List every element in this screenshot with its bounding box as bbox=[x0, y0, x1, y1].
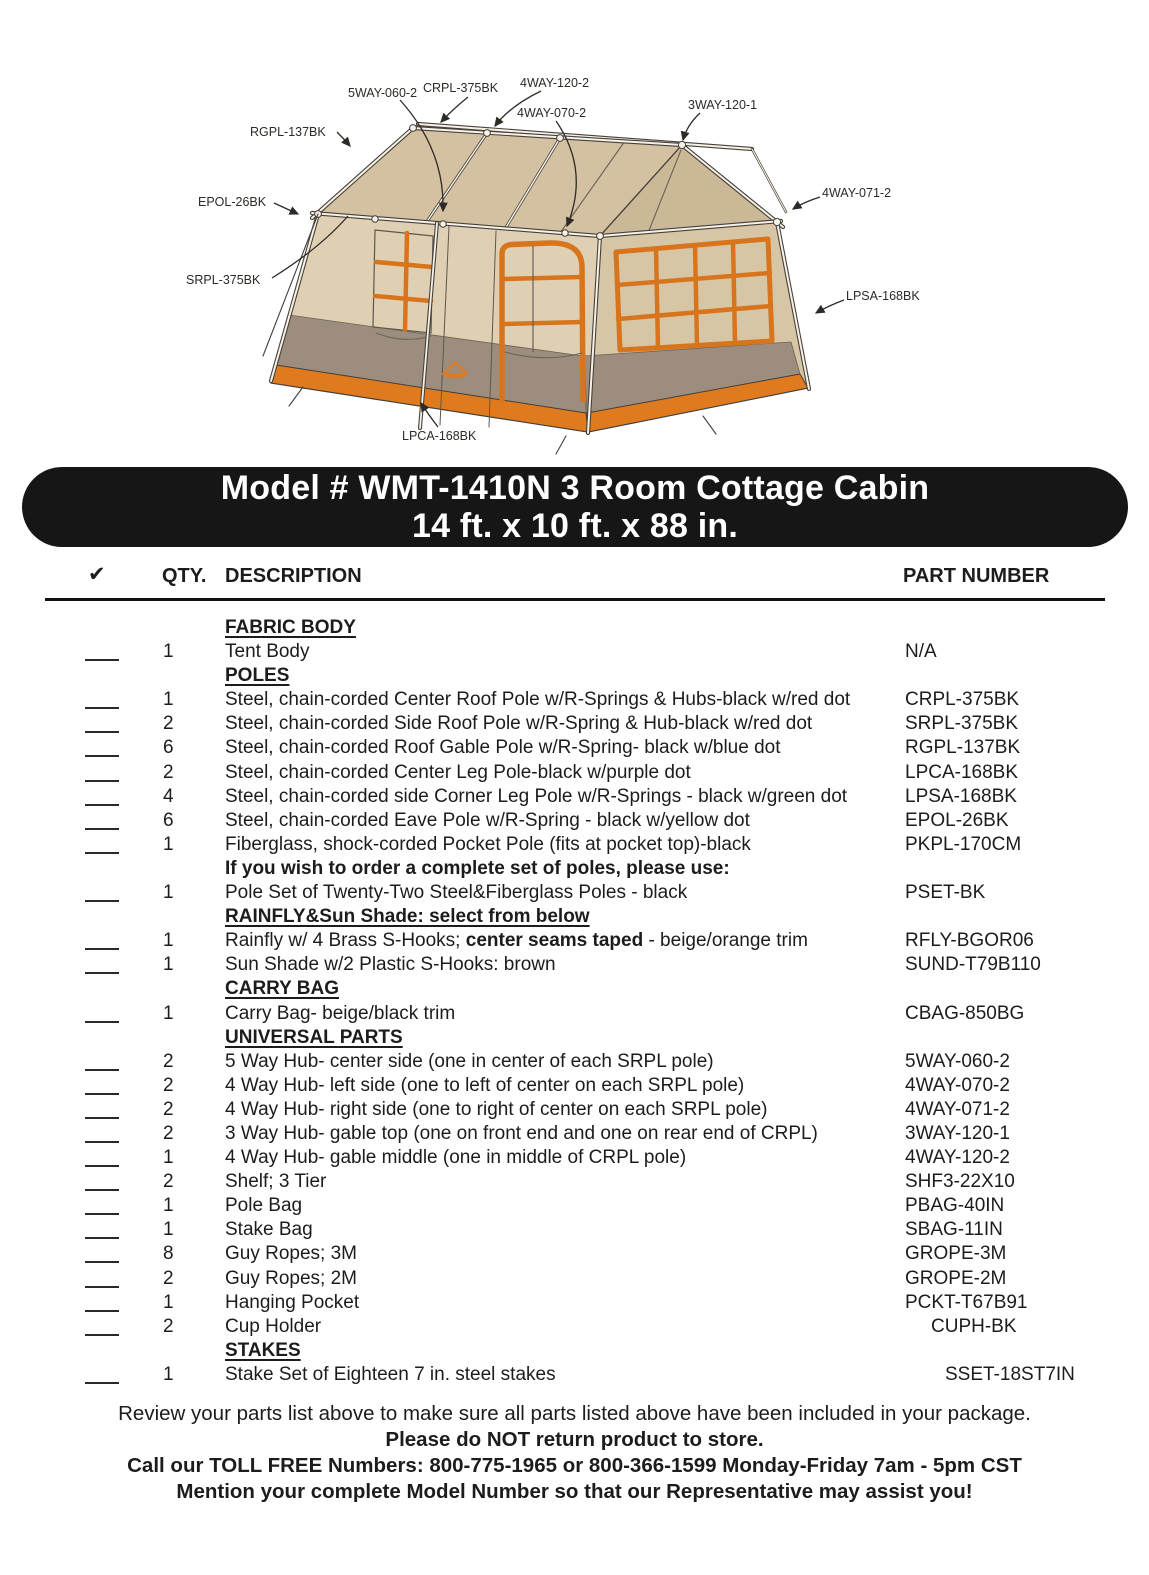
check-blank-line bbox=[85, 1002, 119, 1023]
part-number: RGPL-137BK bbox=[905, 737, 1021, 759]
part-number: PBAG-40IN bbox=[905, 1195, 1005, 1217]
tent-illustration bbox=[263, 124, 809, 454]
qty-value: 2 bbox=[163, 1122, 174, 1144]
diagram-label-3way-120-1: 3WAY-120-1 bbox=[688, 98, 758, 112]
part-row bbox=[45, 1074, 1105, 1098]
qty-value: 1 bbox=[163, 1219, 174, 1241]
diagram-label-epol-26bk: EPOL-26BK bbox=[198, 195, 267, 209]
diagram-label-4way-071-2: 4WAY-071-2 bbox=[822, 186, 892, 200]
part-row bbox=[45, 833, 1105, 857]
part-row bbox=[45, 1050, 1105, 1074]
description-column-header: DESCRIPTION bbox=[225, 565, 362, 587]
desc-segment: center seams taped bbox=[465, 930, 644, 952]
qty-value: 2 bbox=[163, 1074, 174, 1096]
check-blank-line bbox=[85, 1170, 119, 1191]
part-number: 4WAY-070-2 bbox=[905, 1074, 1010, 1096]
check-blank bbox=[85, 1363, 119, 1384]
model-title: Model # WMT-1410N 3 Room Cottage Cabin bbox=[220, 468, 930, 507]
part-row bbox=[45, 881, 1105, 905]
part-description: 4 Way Hub- left side (one to left of center on each SRPL pole) bbox=[225, 1074, 745, 1096]
check-blank-line bbox=[85, 1363, 119, 1384]
part-description: Guy Ropes; 2M bbox=[225, 1267, 357, 1289]
part-description: Steel, chain-corded Eave Pole w/R-Spring - black w/yellow dot bbox=[225, 809, 750, 831]
section-title: RAINFLY&Sun Shade: select from below bbox=[225, 906, 590, 928]
part-number: CBAG-850BG bbox=[905, 1002, 1025, 1024]
part-description: Steel, chain-corded Center Roof Pole w/R-Springs & Hubs-black w/red dot bbox=[225, 689, 851, 711]
check-blank bbox=[85, 712, 119, 733]
footer-review-note: Review your parts list above to make sure all parts listed above have been included in your package. bbox=[118, 1402, 1031, 1425]
check-blank-line bbox=[85, 785, 119, 806]
check-blank-line bbox=[85, 1122, 119, 1143]
part-description: Hanging Pocket bbox=[225, 1291, 360, 1313]
check-blank bbox=[85, 736, 119, 757]
part-description: Carry Bag- beige/black trim bbox=[225, 1002, 456, 1024]
check-blank bbox=[85, 809, 119, 830]
qty-value: 8 bbox=[163, 1243, 174, 1265]
qty-value: 1 bbox=[163, 1363, 174, 1385]
section-title: STAKES bbox=[225, 1339, 301, 1361]
part-number: SSET-18ST7IN bbox=[945, 1363, 1075, 1385]
part-description: Pole Set of Twenty-Two Steel&Fiberglass Poles - black bbox=[225, 882, 688, 904]
part-row bbox=[45, 761, 1105, 785]
check-blank bbox=[85, 1074, 119, 1095]
check-blank-line bbox=[85, 833, 119, 854]
check-blank bbox=[85, 1267, 119, 1288]
part-row bbox=[45, 1291, 1105, 1315]
check-blank-line bbox=[85, 881, 119, 902]
check-blank bbox=[85, 688, 119, 709]
part-row bbox=[45, 1315, 1105, 1339]
part-number: EPOL-26BK bbox=[905, 809, 1009, 831]
qty-value: 1 bbox=[163, 1147, 174, 1169]
check-blank bbox=[85, 1122, 119, 1143]
part-description: Pole Bag bbox=[225, 1195, 303, 1217]
part-number: LPSA-168BK bbox=[905, 785, 1017, 807]
part-number: SUND-T79B110 bbox=[905, 954, 1041, 976]
part-row bbox=[45, 640, 1105, 664]
part-row bbox=[45, 953, 1105, 977]
part-description: Steel, chain-corded Center Leg Pole-black w/purple dot bbox=[225, 761, 691, 783]
diagram-label-4way-070-2: 4WAY-070-2 bbox=[517, 106, 587, 120]
model-banner bbox=[22, 467, 1128, 547]
check-blank bbox=[85, 785, 119, 806]
part-row bbox=[45, 809, 1105, 833]
check-blank bbox=[85, 1242, 119, 1263]
check-blank-line bbox=[85, 1242, 119, 1263]
footer-no-return-note: Please do NOT return product to store. bbox=[385, 1428, 764, 1451]
check-blank-line bbox=[85, 640, 119, 661]
part-description: 4 Way Hub- gable middle (one in middle of CRPL pole) bbox=[225, 1147, 687, 1169]
part-number: SBAG-11IN bbox=[905, 1219, 1003, 1241]
check-blank bbox=[85, 881, 119, 902]
diagram-label-srpl-375bk: SRPL-375BK bbox=[186, 273, 261, 287]
part-description: Stake Set of Eighteen 7 in. steel stakes bbox=[225, 1363, 556, 1385]
check-blank-line bbox=[85, 953, 119, 974]
qty-value: 2 bbox=[163, 713, 174, 735]
part-row bbox=[45, 1146, 1105, 1170]
part-row bbox=[45, 929, 1105, 953]
part-description: 3 Way Hub- gable top (one on front end and one on rear end of CRPL) bbox=[225, 1122, 818, 1144]
check-blank bbox=[85, 1002, 119, 1023]
part-row bbox=[45, 712, 1105, 736]
check-blank-line bbox=[85, 1146, 119, 1167]
part-number: SRPL-375BK bbox=[905, 713, 1019, 735]
footer-tollfree-note: Call our TOLL FREE Numbers: 800-775-1965 or 800-366-1599 Monday-Friday 7am - 5pm CST bbox=[127, 1454, 1022, 1477]
qty-value: 1 bbox=[163, 1195, 174, 1217]
qty-value: 1 bbox=[163, 954, 174, 976]
part-row bbox=[45, 1002, 1105, 1026]
qty-value: 1 bbox=[163, 833, 174, 855]
qty-value: 6 bbox=[163, 809, 174, 831]
part-number: GROPE-2M bbox=[905, 1267, 1007, 1289]
part-row bbox=[45, 1170, 1105, 1194]
qty-value: 6 bbox=[163, 737, 174, 759]
check-blank-line bbox=[85, 761, 119, 782]
footer-model-note: Mention your complete Model Number so that our Representative may assist you! bbox=[176, 1480, 973, 1503]
part-description: Fiberglass, shock-corded Pocket Pole (fits at pocket top)-black bbox=[225, 833, 751, 855]
header-rule bbox=[45, 598, 1105, 601]
section-row bbox=[45, 1026, 1105, 1050]
check-blank bbox=[85, 1146, 119, 1167]
part-row bbox=[45, 1218, 1105, 1242]
part-number: CRPL-375BK bbox=[905, 689, 1020, 711]
check-blank bbox=[85, 833, 119, 854]
part-number: 5WAY-060-2 bbox=[905, 1050, 1010, 1072]
part-row bbox=[45, 785, 1105, 809]
qty-column-header: QTY. bbox=[162, 565, 207, 587]
part-number: CUPH-BK bbox=[931, 1315, 1017, 1337]
check-blank-line bbox=[85, 1291, 119, 1312]
part-number-column-header: PART NUMBER bbox=[903, 565, 1050, 587]
part-number: LPCA-168BK bbox=[905, 761, 1019, 783]
check-blank bbox=[85, 640, 119, 661]
qty-value: 2 bbox=[163, 1098, 174, 1120]
part-description: Guy Ropes; 3M bbox=[225, 1243, 357, 1265]
part-row bbox=[45, 736, 1105, 760]
part-description bbox=[225, 929, 925, 952]
qty-value: 2 bbox=[163, 1171, 174, 1193]
part-number: 4WAY-071-2 bbox=[905, 1098, 1010, 1120]
qty-value: 2 bbox=[163, 1267, 174, 1289]
parts-rows bbox=[45, 616, 1105, 1387]
check-blank-line bbox=[85, 929, 119, 950]
desc-segment: - beige/orange trim bbox=[643, 930, 808, 952]
qty-value: 2 bbox=[163, 761, 174, 783]
section-title: FABRIC BODY bbox=[225, 617, 356, 638]
desc-segment: Rainfly w/ 4 Brass S-Hooks; bbox=[225, 930, 466, 952]
part-description: Steel, chain-corded Roof Gable Pole w/R-Spring- black w/blue dot bbox=[225, 737, 781, 759]
section-row bbox=[45, 616, 1105, 640]
model-dimensions: 14 ft. x 10 ft. x 88 in. bbox=[411, 506, 739, 545]
check-blank-line bbox=[85, 1315, 119, 1336]
diagram-label-5way-060-2: 5WAY-060-2 bbox=[348, 86, 418, 100]
qty-value: 1 bbox=[163, 1002, 174, 1024]
section-title: POLES bbox=[225, 665, 290, 687]
qty-value: 1 bbox=[163, 689, 174, 711]
section-title: CARRY BAG bbox=[225, 978, 340, 1000]
check-blank bbox=[85, 953, 119, 974]
qty-value: 1 bbox=[163, 1291, 174, 1313]
part-description: Cup Holder bbox=[225, 1315, 322, 1337]
check-blank-line bbox=[85, 712, 119, 733]
part-description: Tent Body bbox=[225, 641, 310, 663]
diagram-label-4way-120-2: 4WAY-120-2 bbox=[520, 76, 590, 90]
section-row bbox=[45, 977, 1105, 1001]
table-header bbox=[0, 565, 1149, 589]
check-blank bbox=[85, 1170, 119, 1191]
check-blank bbox=[85, 1050, 119, 1071]
check-blank-line bbox=[85, 1194, 119, 1215]
check-blank-line bbox=[85, 1267, 119, 1288]
part-number: GROPE-3M bbox=[905, 1243, 1007, 1265]
diagram-label-lpca-168bk: LPCA-168BK bbox=[402, 429, 477, 443]
check-blank bbox=[85, 1218, 119, 1239]
section-row bbox=[45, 905, 1105, 929]
note-text: If you wish to order a complete set of poles, please use: bbox=[225, 857, 730, 879]
part-row bbox=[45, 688, 1105, 712]
check-column-header: ✔ bbox=[88, 563, 106, 586]
part-description: Shelf; 3 Tier bbox=[225, 1171, 327, 1193]
part-number: PCKT-T67B91 bbox=[905, 1291, 1028, 1313]
check-blank-line bbox=[85, 1050, 119, 1071]
part-row bbox=[45, 1098, 1105, 1122]
qty-value: 2 bbox=[163, 1050, 174, 1072]
qty-value: 1 bbox=[163, 641, 174, 663]
qty-value: 2 bbox=[163, 1315, 174, 1337]
check-blank bbox=[85, 1291, 119, 1312]
section-row bbox=[45, 664, 1105, 688]
part-row bbox=[45, 1122, 1105, 1146]
part-number: N/A bbox=[905, 641, 937, 663]
check-blank-line bbox=[85, 809, 119, 830]
section-title: UNIVERSAL PARTS bbox=[225, 1026, 403, 1048]
check-blank bbox=[85, 1194, 119, 1215]
check-blank bbox=[85, 1098, 119, 1119]
part-row bbox=[45, 1267, 1105, 1291]
part-row bbox=[45, 1242, 1105, 1266]
part-description: 4 Way Hub- right side (one to right of center on each SRPL pole) bbox=[225, 1098, 768, 1120]
part-number: 4WAY-120-2 bbox=[905, 1147, 1010, 1169]
qty-value: 1 bbox=[163, 930, 174, 952]
part-number: RFLY-BGOR06 bbox=[905, 930, 1034, 952]
diagram-label-crpl-375bk: CRPL-375BK bbox=[423, 81, 499, 95]
part-description: Steel, chain-corded side Corner Leg Pole w/R-Springs - black w/green dot bbox=[225, 785, 848, 807]
check-blank-line bbox=[85, 736, 119, 757]
part-description: 5 Way Hub- center side (one in center of each SRPL pole) bbox=[225, 1050, 714, 1072]
check-blank bbox=[85, 761, 119, 782]
part-row bbox=[45, 1363, 1105, 1387]
qty-value: 1 bbox=[163, 882, 174, 904]
part-number: PSET-BK bbox=[905, 882, 986, 904]
part-number: PKPL-170CM bbox=[905, 833, 1022, 855]
diagram-label-rgpl-137bk: RGPL-137BK bbox=[250, 125, 326, 139]
check-blank bbox=[85, 929, 119, 950]
tent-assembly-diagram bbox=[0, 0, 1149, 462]
footer-notes bbox=[0, 1401, 1149, 1505]
part-number: SHF3-22X10 bbox=[905, 1171, 1015, 1193]
part-number: 3WAY-120-1 bbox=[905, 1122, 1010, 1144]
check-blank-line bbox=[85, 1074, 119, 1095]
diagram-label-lpsa-168bk: LPSA-168BK bbox=[846, 289, 920, 303]
part-description: Steel, chain-corded Side Roof Pole w/R-Spring & Hub-black w/red dot bbox=[225, 713, 813, 735]
part-description: Stake Bag bbox=[225, 1219, 313, 1241]
check-blank-line bbox=[85, 688, 119, 709]
check-blank-line bbox=[85, 1098, 119, 1119]
part-description: Sun Shade w/2 Plastic S-Hooks: brown bbox=[225, 954, 556, 976]
qty-value: 4 bbox=[163, 785, 174, 807]
check-blank bbox=[85, 1315, 119, 1336]
part-row bbox=[45, 1194, 1105, 1218]
note-row bbox=[45, 857, 1105, 881]
section-row bbox=[45, 1339, 1105, 1363]
check-blank-line bbox=[85, 1218, 119, 1239]
